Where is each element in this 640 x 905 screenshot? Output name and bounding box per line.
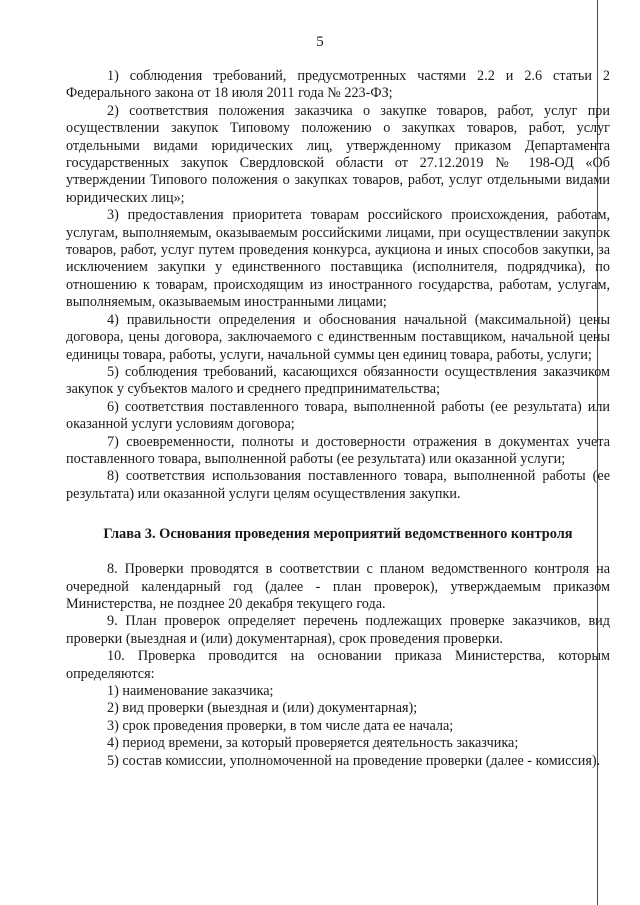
chapter-title: Глава 3. Основания проведения мероприятий ведомственного контроля bbox=[103, 526, 573, 543]
paragraph-5: 5) соблюдения требований, касающихся обязанности осуществления заказчиком закупок у субъектов малого и среднего предпринимательства; bbox=[66, 363, 610, 398]
clause-10: 10. Проверка проводится на основании приказа Министерства, которым определяются: bbox=[66, 648, 610, 682]
clause-9: 9. План проверок определяет перечень подлежащих проверке заказчиков, вид проверки (выездная и (или) документарная), срок проведения проверки. bbox=[66, 613, 610, 647]
clause-10-item-2: 2) вид проверки (выездная и (или) документарная); bbox=[107, 700, 418, 717]
paragraph-2: 2) соответствия положения заказчика о закупке товаров, работ, услуг при осуществлении закупок Типовому положению о закупках товаров, работ, услуг отдельными видами юридических лиц, утвержденному приказом Департамента государственных закупок Свердловской области от 27.12.2019 № 198-ОД «Об утверждении Типового положения о закупках товаров, работ, услуг отдельными видами юридических лиц»; bbox=[66, 102, 610, 206]
paragraph-3: 3) предоставления приоритета товарам российского происхождения, работам, услугам, выполняемым, оказываемым российскими лицами, при осуществлении закупок товаров, работ, услуг путем проведения конкурса, аукциона и иных способов закупки, за исключением закупки у единственного поставщика (исполнителя, подрядчика), по отношению к товарам, происходящим из иностранного государства, работам, услугам, выполняемым, оказываемым иностранными лицами; bbox=[66, 207, 610, 311]
clause-10-item-5: 5) состав комиссии, уполномоченной на проведение проверки (далее - комиссия). bbox=[107, 752, 601, 769]
paragraph-4: 4) правильности определения и обоснования начальной (максимальной) цены договора, цены договора, заключаемого с единственным поставщиком, начальной цены единицы товара, работы, услуги, начальной суммы цен единиц товара, работы, услуги; bbox=[66, 311, 610, 363]
clause-8: 8. Проверки проводятся в соответствии с планом ведомственного контроля на очередной календарный год (далее - план проверок), утверждаемым приказом Министерства, не позднее 20 декабря текущего года. bbox=[66, 561, 610, 612]
spacer bbox=[66, 503, 610, 525]
paragraph-1: 1) соблюдения требований, предусмотренных частями 2.2 и 2.6 статьи 2 Федерального закона от 18 июля 2011 года № 223-ФЗ; bbox=[66, 68, 610, 102]
paragraph-8: 8) соответствия использования поставленного товара, выполненной работы (ее результата) или оказанной услуги целям осуществления закупки. bbox=[66, 468, 610, 502]
paragraph-6: 6) соответствия поставленного товара, выполненной работы (ее результата) или оказанной услуги условиям договора; bbox=[66, 398, 610, 433]
page-number: 5 bbox=[316, 34, 324, 50]
clause-10-item-1: 1) наименование заказчика; bbox=[107, 683, 274, 699]
spacer bbox=[66, 543, 610, 561]
document-body bbox=[66, 68, 610, 770]
clause-10-item-3: 3) срок проведения проверки, в том числе дата ее начала; bbox=[107, 717, 454, 734]
clause-10-item-4: 4) период времени, за который проверяется деятельность заказчика; bbox=[107, 735, 519, 752]
paragraph-7: 7) своевременности, полноты и достоверности отражения в документах учета поставленного товара, выполненной работы (ее результата) или оказанной услуги; bbox=[66, 433, 610, 467]
